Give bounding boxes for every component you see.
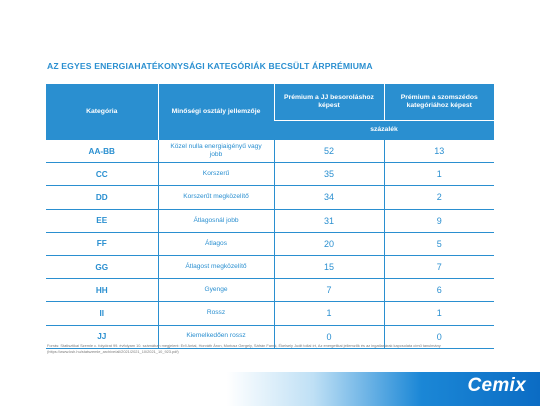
category-code: AA-BB [46,140,158,163]
premium-jj-value: 7 [274,279,384,302]
header-premium-szomszedos: Prémium a szomszédos kategóriához képest [384,84,494,121]
premium-jj-value: 31 [274,209,384,232]
table-row [46,163,494,186]
category-code: DD [46,186,158,209]
page-title: AZ EGYES ENERGIAHATÉKONYSÁGI KATEGÓRIÁK BECSÜLT ÁRPRÉMIUMA [47,61,373,71]
header-unit: százalék [274,121,494,141]
table-row [46,255,494,278]
category-code: GG [46,255,158,278]
category-description: Átlagost megközelítő [158,255,274,278]
premium-adjacent-value: 1 [384,163,494,186]
table-row [46,279,494,302]
premium-jj-value: 1 [274,302,384,325]
table-header-row [46,84,494,121]
premium-jj-value: 0 [274,325,384,348]
brand-band [0,372,540,406]
category-code: CC [46,163,158,186]
table-row [46,302,494,325]
premium-adjacent-value: 0 [384,325,494,348]
premium-adjacent-value: 9 [384,209,494,232]
table-row [46,140,494,163]
cemix-logo: Cemix [467,375,526,396]
source-footnote: Forrás: Statisztikai Szemle c. folyóirat 99. évfolyam 10. számában megjelent: Erő Antal, Horváth Áron, Moriusz Gergely, Sáfrán Farmi, Ékelsely Judit tollal írt, Az energetikai jellemzők és az ingatlanárak kapcsolata című tanulmány (https://www.ksh.hu/statszemle_archive/all/2021/2021_10/2021_10_923.pdf) [47,343,441,354]
table-row [46,186,494,209]
category-description: Közel nulla energiaigényű vagy jobb [158,140,274,163]
premium-adjacent-value: 5 [384,232,494,255]
category-code: FF [46,232,158,255]
header-kategoria: Kategória [46,84,158,140]
category-description: Kiemelkedően rossz [158,325,274,348]
category-description: Rossz [158,302,274,325]
header-jellemzo: Minőségi osztály jellemzője [158,84,274,140]
table-row [46,209,494,232]
category-description: Átlagos [158,232,274,255]
category-code: EE [46,209,158,232]
energy-category-table [46,84,494,349]
header-premium-jj: Prémium a JJ besoroláshoz képest [274,84,384,121]
category-description: Korszerű [158,163,274,186]
premium-adjacent-value: 2 [384,186,494,209]
premium-adjacent-value: 7 [384,255,494,278]
premium-jj-value: 34 [274,186,384,209]
premium-jj-value: 15 [274,255,384,278]
category-code: HH [46,279,158,302]
category-description: Korszerűt megközelítő [158,186,274,209]
table-row [46,232,494,255]
premium-adjacent-value: 1 [384,302,494,325]
category-description: Gyenge [158,279,274,302]
premium-adjacent-value: 6 [384,279,494,302]
category-description: Átlagosnál jobb [158,209,274,232]
premium-jj-value: 35 [274,163,384,186]
premium-jj-value: 52 [274,140,384,163]
category-code: JJ [46,325,158,348]
premium-jj-value: 20 [274,232,384,255]
category-code: II [46,302,158,325]
premium-adjacent-value: 13 [384,140,494,163]
